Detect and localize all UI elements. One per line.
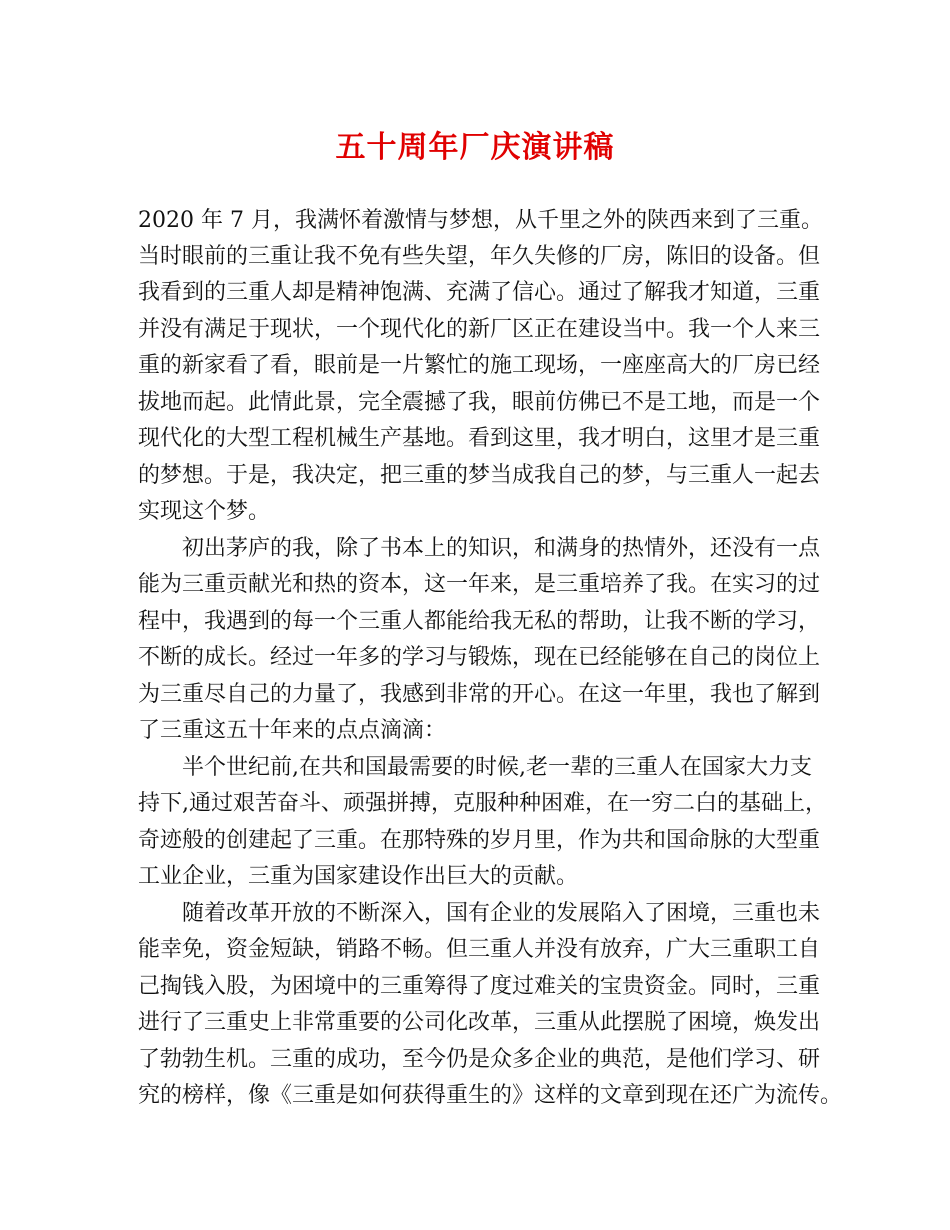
body-line: 了三重这五十年来的点点滴滴： bbox=[138, 718, 447, 743]
body-line: 能为三重贡献光和热的资本，这一年来，是三重培养了我。在实习的过 bbox=[138, 572, 821, 597]
body-line: 了勃勃生机。三重的成功，至今仍是众多企业的典范，是他们学习、研 bbox=[138, 1047, 821, 1072]
body-line: 现代化的大型工程机械生产基地。看到这里，我才明白，这里才是三重 bbox=[138, 426, 821, 451]
body-line: 为三重尽自己的力量了，我感到非常的开心。在这一年里，我也了解到 bbox=[138, 682, 821, 707]
body-line: 重的新家看了看，眼前是一片繁忙的施工现场，一座座高大的厂房已经 bbox=[138, 353, 821, 378]
body-line: 当时眼前的三重让我不免有些失望，年久失修的厂房，陈旧的设备。但 bbox=[138, 244, 821, 269]
body-line: 不断的成长。经过一年多的学习与锻炼，现在已经能够在自己的岗位上 bbox=[138, 645, 821, 670]
body-line: 初出茅庐的我，除了书本上的知识，和满身的热情外，还没有一点 bbox=[138, 536, 821, 561]
body-line: 并没有满足于现状，一个现代化的新厂区正在建设当中。我一个人来三 bbox=[138, 317, 821, 342]
document-title: 五十周年厂庆演讲稿 bbox=[335, 130, 615, 165]
body-line: 究的榜样，像《三重是如何获得重生的》这样的文章到现在还广为流传。 bbox=[138, 1083, 843, 1108]
body-line: 工业企业，三重为国家建设作出巨大的贡献。 bbox=[138, 864, 579, 889]
body-line: 半个世纪前,在共和国最需要的时候,老一辈的三重人在国家大力支 bbox=[138, 755, 812, 780]
body-line: 随着改革开放的不断深入，国有企业的发展陷入了困境，三重也未 bbox=[138, 901, 821, 926]
body-line: 2020 年 7 月，我满怀着激情与梦想，从千里之外的陕西来到了三重。 bbox=[138, 208, 823, 233]
body-line: 能幸免，资金短缺，销路不畅。但三重人并没有放弃，广大三重职工自 bbox=[138, 937, 821, 962]
body-line: 奇迹般的创建起了三重。在那特殊的岁月里，作为共和国命脉的大型重 bbox=[138, 828, 821, 853]
body-line: 进行了三重史上非常重要的公司化改革，三重从此摆脱了困境，焕发出 bbox=[138, 1010, 821, 1035]
body-line: 我看到的三重人却是精神饱满、充满了信心。通过了解我才知道，三重 bbox=[138, 280, 821, 305]
body-line: 的梦想。于是，我决定，把三重的梦当成我自己的梦，与三重人一起去 bbox=[138, 463, 821, 488]
body-line: 己掏钱入股，为困境中的三重筹得了度过难关的宝贵资金。同时，三重 bbox=[138, 974, 821, 999]
body-line: 程中，我遇到的每一个三重人都能给我无私的帮助，让我不断的学习， bbox=[138, 609, 821, 634]
body-line: 实现这个梦。 bbox=[138, 499, 271, 524]
body-line: 拔地而起。此情此景，完全震撼了我，眼前仿佛已不是工地，而是一个 bbox=[138, 390, 821, 415]
body-line: 持下,通过艰苦奋斗、顽强拼搏，克服种种困难，在一穷二白的基础上， bbox=[138, 791, 827, 816]
